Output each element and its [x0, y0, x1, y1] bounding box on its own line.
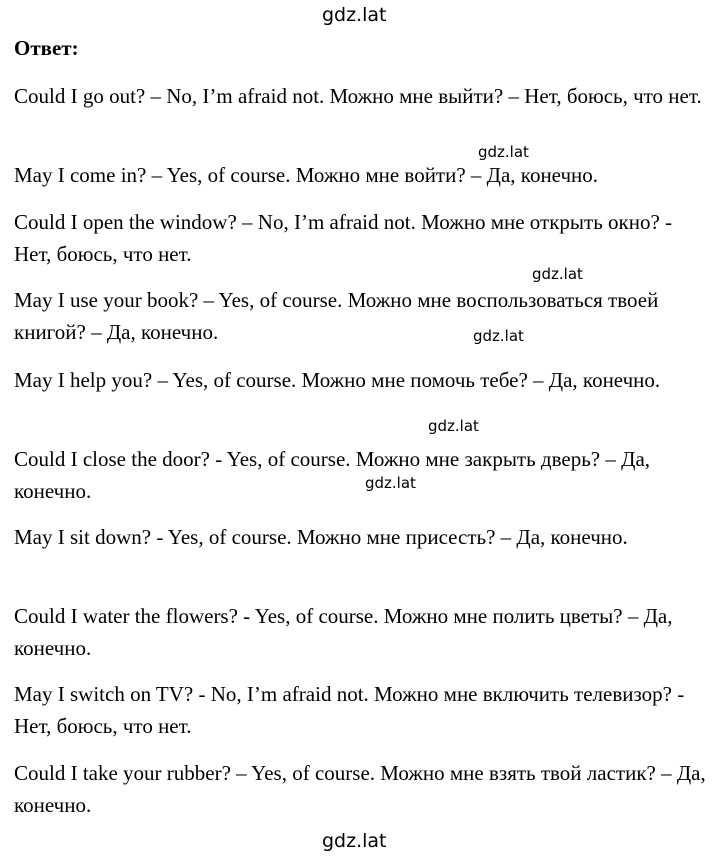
- watermark-inline: gdz.lat: [365, 474, 416, 492]
- answer-heading: Ответ:: [14, 36, 79, 60]
- qa-item: May I use your book? – Yes, of course. Можно мне воспользоваться твоей книгой? – Да, конечно.: [14, 288, 659, 344]
- watermark-bottom: gdz.lat: [322, 830, 387, 852]
- qa-item: May I come in? – Yes, of course. Можно мне войти? – Да, конечно.: [14, 163, 599, 187]
- watermark-inline: gdz.lat: [478, 143, 529, 161]
- watermark-inline: gdz.lat: [532, 265, 583, 283]
- qa-item: Could I water the flowers? - Yes, of course. Можно мне полить цветы? – Да, конечно.: [14, 604, 673, 660]
- qa-item: May I help you? – Yes, of course. Можно мне помочь тебе? – Да, конечно.: [14, 368, 661, 392]
- qa-item: Could I open the window? – No, I’m afraid not. Можно мне открыть окно? - Нет, боюсь, что нет.: [14, 210, 673, 266]
- qa-item: Could I take your rubber? – Yes, of course. Можно мне взять твой ластик? – Да, конечно.: [14, 761, 706, 817]
- qa-item: Could I close the door? - Yes, of course. Можно мне закрыть дверь? – Да, конечно.: [14, 447, 651, 503]
- qa-item: Could I go out? – No, I’m afraid not. Можно мне выйти? – Нет, боюсь, что нет.: [14, 84, 702, 108]
- watermark-inline: gdz.lat: [473, 327, 524, 345]
- qa-item: May I sit down? - Yes, of course. Можно мне присесть? – Да, конечно.: [14, 525, 628, 549]
- watermark-top: gdz.lat: [322, 4, 387, 26]
- qa-item: May I switch on TV? - No, I’m afraid not. Можно мне включить телевизор? - Нет, боюсь, что нет.: [14, 682, 685, 738]
- watermark-inline: gdz.lat: [428, 417, 479, 435]
